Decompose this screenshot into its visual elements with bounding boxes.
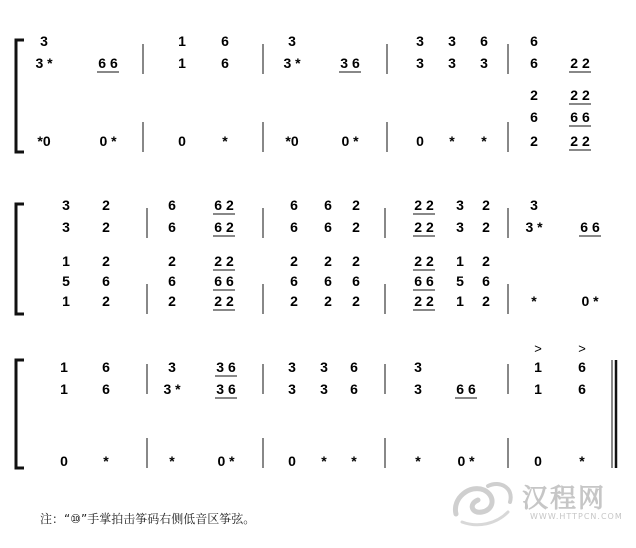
note-token: 2 2	[214, 253, 234, 269]
note-token: 2	[102, 253, 110, 269]
note-token: 3	[320, 359, 328, 375]
note-token: 2	[352, 293, 360, 309]
note-token: 6	[221, 33, 229, 49]
note-token: 3	[456, 197, 464, 213]
note-token: 6	[530, 33, 538, 49]
note-token: 6	[102, 381, 110, 397]
note-token: 6 6	[214, 273, 234, 289]
note-token: 2	[530, 87, 538, 103]
note-token: 6	[350, 359, 358, 375]
note-token: 6 2	[214, 197, 234, 213]
note-token: 6	[352, 273, 360, 289]
note-token: *	[103, 453, 109, 469]
note-token: 6	[290, 273, 298, 289]
note-token: 2 2	[414, 293, 434, 309]
note-token: 6	[530, 55, 538, 71]
footnote: 注：“⑩”手掌拍击筝码右侧低音区筝弦。	[40, 512, 256, 526]
system-2	[62, 197, 601, 310]
note-token: 6	[480, 33, 488, 49]
accent-mark: >	[534, 341, 542, 356]
note-token: 6	[324, 219, 332, 235]
note-token: 1	[60, 359, 68, 375]
note-token: 2	[102, 219, 110, 235]
note-token: 3 6	[340, 55, 360, 71]
note-token: *	[415, 453, 421, 469]
note-token: 3 *	[35, 55, 53, 71]
note-token: 1	[456, 293, 464, 309]
system-3	[60, 341, 586, 469]
note-token: 5	[62, 273, 70, 289]
note-token: 2	[102, 197, 110, 213]
note-token: 2	[482, 293, 490, 309]
note-token: 3 6	[216, 359, 236, 375]
note-token: 3	[480, 55, 488, 71]
note-token: 2 2	[414, 219, 434, 235]
note-token: 3 *	[163, 381, 181, 397]
note-token: 1	[62, 253, 70, 269]
note-token: 2	[168, 253, 176, 269]
note-layer	[35, 33, 601, 469]
note-token: 2 2	[414, 197, 434, 213]
note-token: 2	[290, 253, 298, 269]
note-token: 6	[102, 273, 110, 289]
note-token: 6	[102, 359, 110, 375]
note-token: *	[449, 133, 455, 149]
note-token: 3 *	[525, 219, 543, 235]
note-token: 3	[288, 33, 296, 49]
note-token: 6 6	[414, 273, 434, 289]
note-token: 6 6	[570, 109, 590, 125]
note-token: 2	[482, 197, 490, 213]
note-token: 3	[320, 381, 328, 397]
note-token: 1	[534, 359, 542, 375]
note-token: 2 2	[570, 55, 590, 71]
note-token: 1	[456, 253, 464, 269]
note-token: 2 2	[570, 133, 590, 149]
note-token: 0	[178, 133, 186, 149]
note-token: 2	[482, 219, 490, 235]
note-token: 6	[482, 273, 490, 289]
system-bracket	[16, 204, 24, 314]
note-token: 3	[456, 219, 464, 235]
note-token: 6	[324, 197, 332, 213]
note-token: 6 6	[456, 381, 476, 397]
note-token: 2 2	[570, 87, 590, 103]
note-token: 2	[352, 253, 360, 269]
note-token: 2	[102, 293, 110, 309]
note-token: 6	[324, 273, 332, 289]
note-token: 6	[350, 381, 358, 397]
watermark-url: WWW.HTTPCN.COM	[530, 512, 623, 521]
note-token: 0 *	[457, 453, 475, 469]
note-token: *0	[37, 133, 51, 149]
note-token: 1	[178, 33, 186, 49]
note-token: 5	[456, 273, 464, 289]
note-token: 1	[60, 381, 68, 397]
note-token: 3	[62, 219, 70, 235]
note-token: 0	[416, 133, 424, 149]
note-token: 6	[168, 197, 176, 213]
note-token: *0	[285, 133, 299, 149]
note-token: 1	[534, 381, 542, 397]
note-token: 6	[168, 219, 176, 235]
note-token: 3	[448, 33, 456, 49]
note-token: 2	[352, 219, 360, 235]
watermark-name: 汉程网	[522, 484, 607, 514]
note-token: 6	[530, 109, 538, 125]
note-token: *	[222, 133, 228, 149]
accent-mark: >	[578, 341, 586, 356]
note-token: *	[481, 133, 487, 149]
note-token: 3	[62, 197, 70, 213]
note-token: 6	[221, 55, 229, 71]
note-token: 6	[290, 197, 298, 213]
system-bracket	[16, 360, 24, 468]
note-token: 2	[324, 293, 332, 309]
note-token: 3	[414, 359, 422, 375]
note-token: 0	[288, 453, 296, 469]
note-token: 2 2	[414, 253, 434, 269]
note-token: 3	[40, 33, 48, 49]
note-token: 1	[178, 55, 186, 71]
note-token: 1	[62, 293, 70, 309]
note-token: 6	[578, 381, 586, 397]
note-token: 3	[416, 33, 424, 49]
note-token: 3 6	[216, 381, 236, 397]
note-token: 3	[416, 55, 424, 71]
note-token: 2	[482, 253, 490, 269]
note-token: *	[351, 453, 357, 469]
note-token: 6 6	[98, 55, 118, 71]
note-token: 6	[168, 273, 176, 289]
system-bracket	[16, 40, 24, 152]
note-token: 0	[534, 453, 542, 469]
note-token: 3	[288, 359, 296, 375]
note-token: 3	[414, 381, 422, 397]
note-token: 2	[324, 253, 332, 269]
note-token: *	[169, 453, 175, 469]
note-token: 3	[288, 381, 296, 397]
note-token: 2	[530, 133, 538, 149]
watermark	[448, 476, 628, 532]
note-token: *	[531, 293, 537, 309]
note-token: 3	[168, 359, 176, 375]
note-token: 0 *	[341, 133, 359, 149]
note-token: 6 6	[580, 219, 600, 235]
note-token: 6	[290, 219, 298, 235]
note-token: 3	[530, 197, 538, 213]
note-token: 0 *	[217, 453, 235, 469]
note-token: *	[321, 453, 327, 469]
note-token: 2 2	[214, 293, 234, 309]
note-token: 0	[60, 453, 68, 469]
note-token: 3	[448, 55, 456, 71]
note-token: 6	[578, 359, 586, 375]
note-token: 2	[290, 293, 298, 309]
watermark-logo-icon	[448, 476, 520, 532]
note-token: 6 2	[214, 219, 234, 235]
note-token: 0 *	[99, 133, 117, 149]
note-token: *	[579, 453, 585, 469]
note-token: 3 *	[283, 55, 301, 71]
note-token: 0 *	[581, 293, 599, 309]
note-token: 2	[352, 197, 360, 213]
note-token: 2	[168, 293, 176, 309]
